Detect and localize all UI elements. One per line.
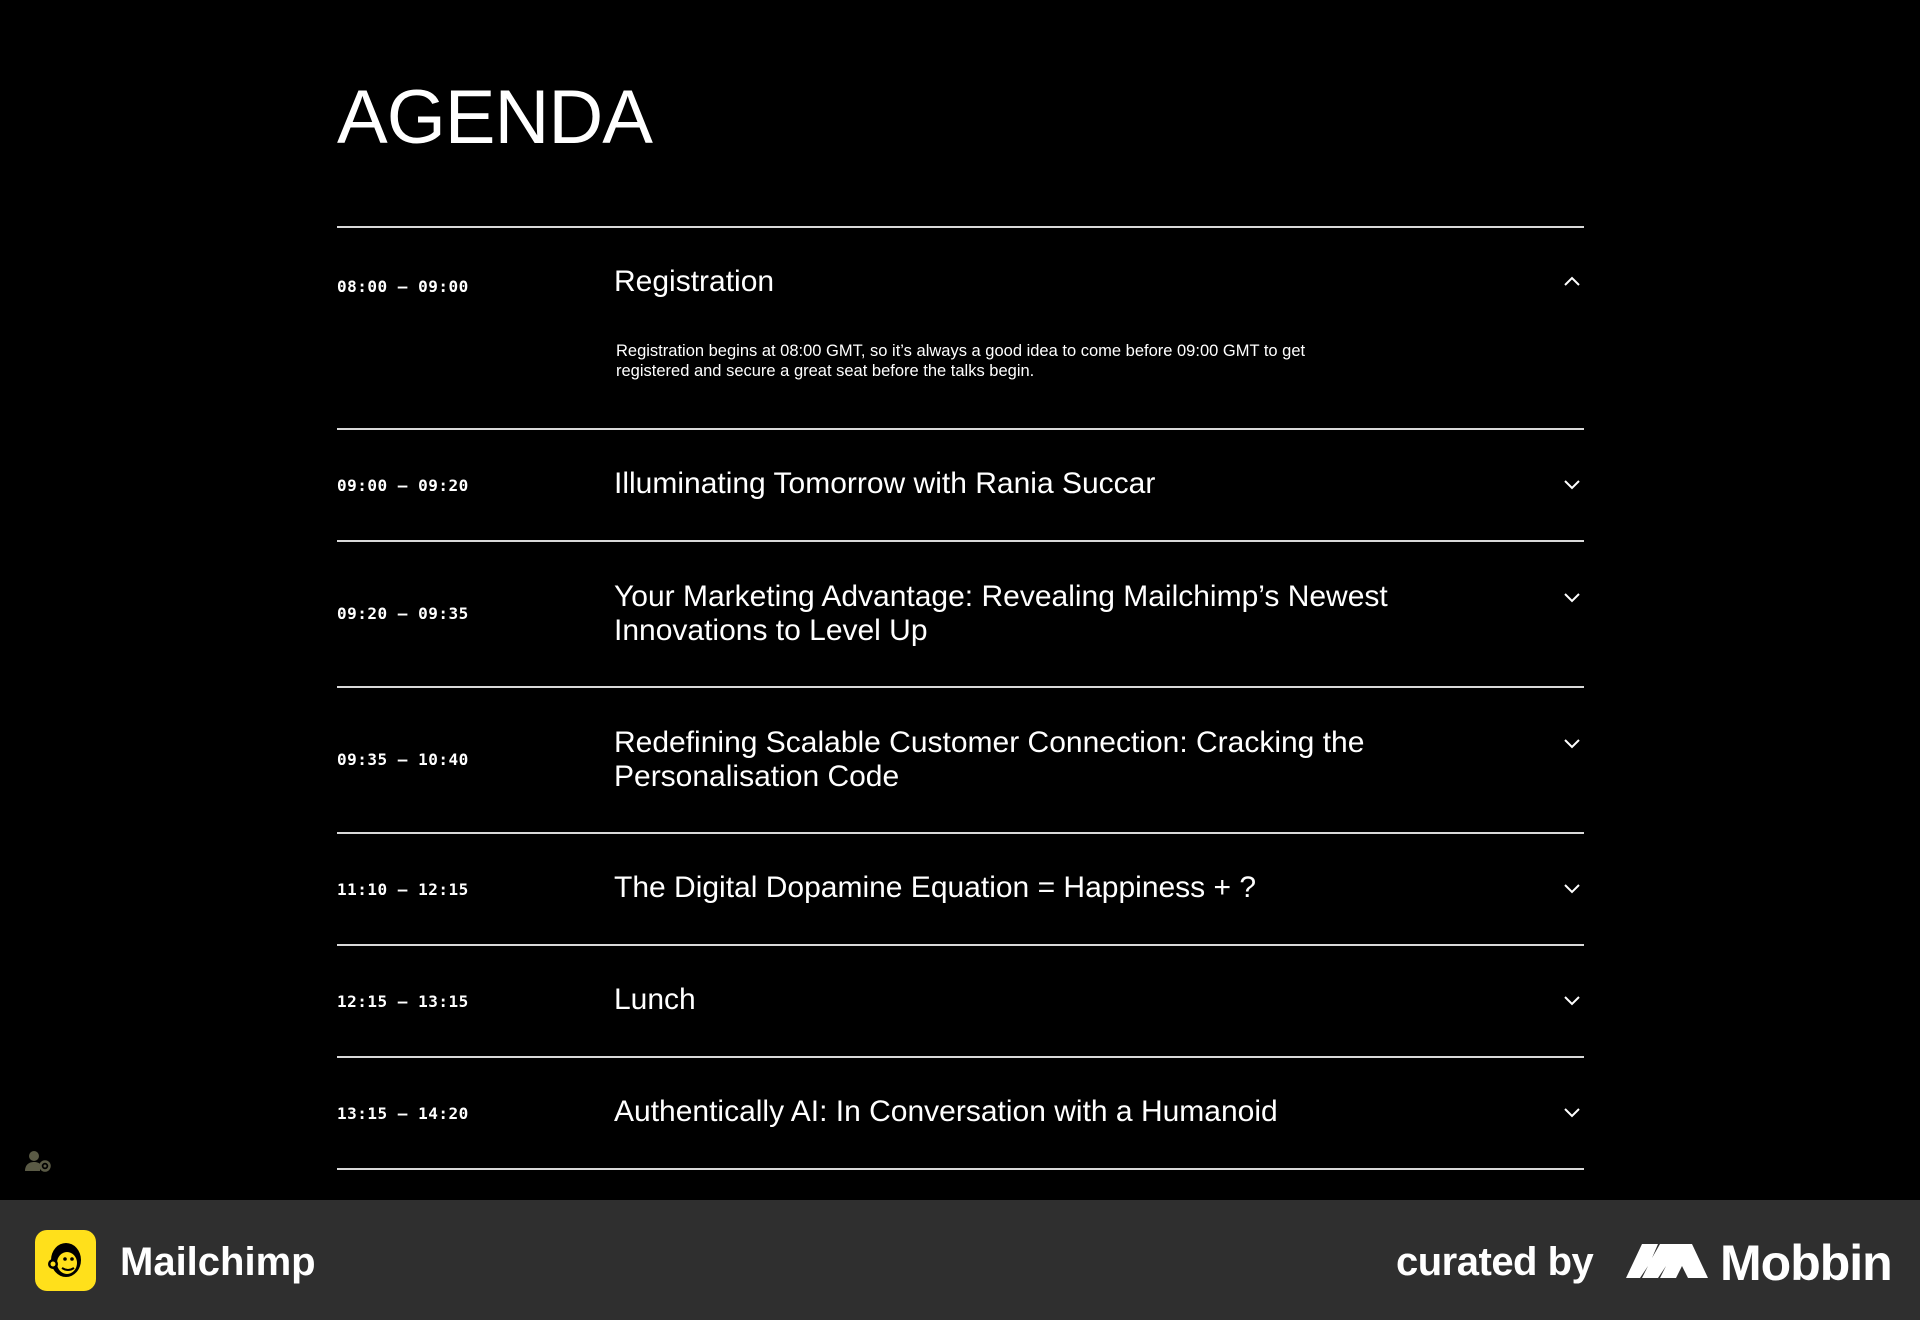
- page-title: AGENDA: [337, 75, 652, 160]
- mobbin-brand: Mobbin: [1720, 1235, 1892, 1291]
- mobbin-logo-icon: [1626, 1238, 1708, 1280]
- mailchimp-logo-icon: [35, 1230, 96, 1291]
- agenda-item[interactable]: [337, 542, 1584, 688]
- agenda-title: Illuminating Tomorrow with Rania Succar: [614, 467, 1156, 500]
- agenda-description: Registration begins at 08:00 GMT, so it’s always a good idea to come before 09:00 GMT to get registered and secure a great seat before the talks begin.: [616, 342, 1306, 380]
- agenda-title: Registration: [614, 265, 775, 298]
- chevron-down-icon[interactable]: [1560, 988, 1584, 1012]
- agenda-time: 09:00 – 09:20: [337, 476, 469, 495]
- agenda-item[interactable]: [337, 834, 1584, 946]
- agenda-time: 11:10 – 12:15: [337, 880, 469, 899]
- agenda-time: 09:20 – 09:35: [337, 604, 469, 623]
- agenda-title: Your Marketing Advantage: Revealing Mailchimp’s Newest Innovations to Level Up: [614, 580, 1388, 647]
- app-name: Mailchimp: [120, 1240, 316, 1284]
- agenda-title: The Digital Dopamine Equation = Happiness + ?: [614, 871, 1257, 904]
- agenda-time: 13:15 – 14:20: [337, 1104, 469, 1123]
- agenda-item[interactable]: [337, 946, 1584, 1058]
- user-settings-icon[interactable]: [24, 1149, 52, 1173]
- chevron-down-icon[interactable]: [1560, 1100, 1584, 1124]
- curated-by-label: curated by: [1396, 1240, 1594, 1284]
- agenda-item[interactable]: [337, 1058, 1584, 1170]
- agenda-time: 08:00 – 09:00: [337, 277, 469, 296]
- agenda-item[interactable]: [337, 688, 1584, 834]
- agenda-time: 12:15 – 13:15: [337, 992, 469, 1011]
- agenda-item[interactable]: [337, 430, 1584, 542]
- agenda-item-registration[interactable]: [337, 228, 1584, 430]
- chevron-down-icon[interactable]: [1560, 585, 1584, 609]
- chevron-down-icon[interactable]: [1560, 731, 1584, 755]
- agenda-time: 09:35 – 10:40: [337, 750, 469, 769]
- footer-bar: [0, 1200, 1920, 1320]
- chevron-down-icon[interactable]: [1560, 876, 1584, 900]
- agenda-list: [337, 226, 1584, 1170]
- agenda-title: Lunch: [614, 983, 696, 1016]
- chevron-down-icon[interactable]: [1560, 472, 1584, 496]
- agenda-title: Redefining Scalable Customer Connection: Cracking the Personalisation Code: [614, 726, 1365, 793]
- agenda-title: Authentically AI: In Conversation with a Humanoid: [614, 1095, 1278, 1128]
- chevron-up-icon[interactable]: [1560, 270, 1584, 294]
